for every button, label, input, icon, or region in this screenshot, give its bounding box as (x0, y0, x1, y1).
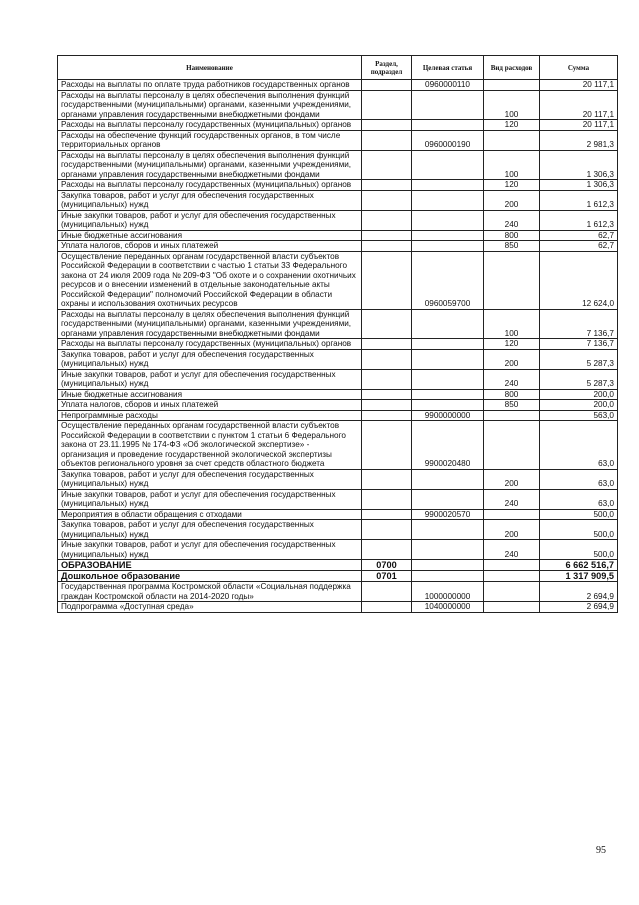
row-section (362, 389, 412, 400)
row-type: 800 (484, 389, 540, 400)
page-number: 95 (596, 845, 606, 856)
row-sum: 7 136,7 (540, 339, 618, 350)
row-type: 100 (484, 150, 540, 180)
row-type: 850 (484, 400, 540, 411)
row-section (362, 251, 412, 309)
row-target (412, 230, 484, 241)
row-section (362, 582, 412, 602)
row-sum: 2 694,9 (540, 602, 618, 613)
row-section (362, 520, 412, 540)
table-row (58, 90, 618, 120)
row-type: 240 (484, 210, 540, 230)
row-sum: 12 624,0 (540, 251, 618, 309)
row-name: Иные закупки товаров, работ и услуг для обеспечения государственных (муниципальных) нужд (58, 369, 362, 389)
row-target (412, 520, 484, 540)
header-section: Раздел, подраздел (362, 56, 412, 80)
table-row (58, 309, 618, 339)
row-target (412, 241, 484, 252)
row-target: 1040000000 (412, 602, 484, 613)
row-type (484, 582, 540, 602)
row-section (362, 309, 412, 339)
row-name: ОБРАЗОВАНИЕ (58, 560, 362, 571)
row-name: Закупка товаров, работ и услуг для обеспечения государственных (муниципальных) нужд (58, 469, 362, 489)
table-row (58, 349, 618, 369)
row-section (362, 150, 412, 180)
row-sum: 1 612,3 (540, 190, 618, 210)
row-type (484, 571, 540, 582)
row-sum: 1 306,3 (540, 150, 618, 180)
table-body (58, 80, 618, 613)
row-type (484, 251, 540, 309)
row-type: 800 (484, 230, 540, 241)
row-target (412, 150, 484, 180)
row-sum: 20 117,1 (540, 90, 618, 120)
table-row (58, 120, 618, 131)
row-target (412, 180, 484, 191)
row-section (362, 339, 412, 350)
row-target: 9900020480 (412, 421, 484, 470)
row-sum: 63,0 (540, 489, 618, 509)
row-sum: 200,0 (540, 400, 618, 411)
row-section: 0700 (362, 560, 412, 571)
table-header-row (58, 56, 618, 80)
row-name: Уплата налогов, сборов и иных платежей (58, 400, 362, 411)
row-target (412, 349, 484, 369)
row-name: Осуществление переданных органам государственной власти субъектов Российской Федерации в соответствии с частью 1 статьи 33 Федерального закона от 24 июля 2009 года № 209-ФЗ "Об охоте и о сохранении охотничьих ресурсов и о внесении изменений в отдельные законодательные акты Российской Федерации" полномочий Российской Федерации в области охраны и использования охотничьих ресурсов (58, 251, 362, 309)
row-section (362, 410, 412, 421)
table-row (58, 180, 618, 191)
row-type (484, 602, 540, 613)
row-name: Подпрограмма «Доступная среда» (58, 602, 362, 613)
header-target: Целевая статья (412, 56, 484, 80)
row-type: 200 (484, 349, 540, 369)
row-sum: 2 694,9 (540, 582, 618, 602)
row-section (362, 130, 412, 150)
row-type (484, 509, 540, 520)
table-row (58, 150, 618, 180)
row-type: 240 (484, 369, 540, 389)
row-section (362, 230, 412, 241)
row-name: Иные закупки товаров, работ и услуг для обеспечения государственных (муниципальных) нужд (58, 540, 362, 560)
row-target (412, 540, 484, 560)
row-type (484, 130, 540, 150)
row-section (362, 349, 412, 369)
row-name: Иные закупки товаров, работ и услуг для обеспечения государственных (муниципальных) нужд (58, 489, 362, 509)
row-name: Расходы на обеспечение функций государственных органов, в том числе территориальных органов (58, 130, 362, 150)
row-type: 120 (484, 180, 540, 191)
table-row (58, 560, 618, 571)
row-sum: 62,7 (540, 230, 618, 241)
row-section (362, 180, 412, 191)
row-section (362, 400, 412, 411)
row-name: Расходы на выплаты персоналу государственных (муниципальных) органов (58, 180, 362, 191)
row-target: 1000000000 (412, 582, 484, 602)
row-sum: 200,0 (540, 389, 618, 400)
row-sum: 62,7 (540, 241, 618, 252)
row-section (362, 489, 412, 509)
table-row (58, 80, 618, 91)
row-name: Расходы на выплаты персоналу в целях обеспечения выполнения функций государственными (муниципальными) органами, казенными учреждениями, органами управления государственными внебюджетными фондами (58, 150, 362, 180)
row-target (412, 90, 484, 120)
row-sum: 1 317 909,5 (540, 571, 618, 582)
row-section (362, 421, 412, 470)
row-type: 200 (484, 190, 540, 210)
row-section (362, 509, 412, 520)
row-sum: 5 287,3 (540, 349, 618, 369)
row-sum: 7 136,7 (540, 309, 618, 339)
row-target (412, 489, 484, 509)
budget-table (57, 55, 618, 613)
row-target (412, 120, 484, 131)
row-target (412, 339, 484, 350)
row-sum: 6 662 516,7 (540, 560, 618, 571)
row-name: Расходы на выплаты персоналу в целях обеспечения выполнения функций государственными (муниципальными) органами, казенными учреждениями, органами управления государственными внебюджетными фондами (58, 90, 362, 120)
table-row (58, 190, 618, 210)
table-row (58, 241, 618, 252)
table-row (58, 520, 618, 540)
table-row (58, 230, 618, 241)
table-row (58, 602, 618, 613)
table-row (58, 489, 618, 509)
row-sum: 1 306,3 (540, 180, 618, 191)
row-target (412, 389, 484, 400)
row-target: 9900020570 (412, 509, 484, 520)
row-type: 120 (484, 339, 540, 350)
table-row (58, 369, 618, 389)
row-section (362, 540, 412, 560)
row-name: Уплата налогов, сборов и иных платежей (58, 241, 362, 252)
row-name: Закупка товаров, работ и услуг для обеспечения государственных (муниципальных) нужд (58, 520, 362, 540)
row-target (412, 560, 484, 571)
row-type: 100 (484, 90, 540, 120)
row-name: Закупка товаров, работ и услуг для обеспечения государственных (муниципальных) нужд (58, 190, 362, 210)
row-sum: 63,0 (540, 421, 618, 470)
row-type (484, 560, 540, 571)
table-row (58, 571, 618, 582)
row-name: Иные бюджетные ассигнования (58, 389, 362, 400)
row-type: 100 (484, 309, 540, 339)
row-sum: 500,0 (540, 520, 618, 540)
header-type: Вид расходов (484, 56, 540, 80)
row-name: Расходы на выплаты персоналу государственных (муниципальных) органов (58, 120, 362, 131)
row-type: 200 (484, 520, 540, 540)
row-name: Иные закупки товаров, работ и услуг для обеспечения государственных (муниципальных) нужд (58, 210, 362, 230)
table-row (58, 389, 618, 400)
row-section (362, 210, 412, 230)
row-target: 0960000110 (412, 80, 484, 91)
row-target (412, 400, 484, 411)
row-name: Мероприятия в области обращения с отходами (58, 509, 362, 520)
row-name: Дошкольное образование (58, 571, 362, 582)
row-type: 240 (484, 540, 540, 560)
table-row (58, 400, 618, 411)
row-type (484, 410, 540, 421)
row-sum: 20 117,1 (540, 120, 618, 131)
row-name: Расходы на выплаты персоналу в целях обеспечения выполнения функций государственными (муниципальными) органами, казенными учреждениями, органами управления государственными внебюджетными фондами (58, 309, 362, 339)
table-row (58, 210, 618, 230)
row-sum: 2 981,3 (540, 130, 618, 150)
row-section (362, 602, 412, 613)
table-row (58, 540, 618, 560)
header-name: Наименование (58, 56, 362, 80)
row-target (412, 210, 484, 230)
row-type: 240 (484, 489, 540, 509)
row-type (484, 421, 540, 470)
row-name: Закупка товаров, работ и услуг для обеспечения государственных (муниципальных) нужд (58, 349, 362, 369)
row-target (412, 369, 484, 389)
table-row (58, 582, 618, 602)
row-type: 120 (484, 120, 540, 131)
row-name: Осуществление переданных органам государственной власти субъектов Российской Федерации в соответствии с пунктом 1 статьи 6 Федерального закона от 23.11.1995 № 174-ФЗ «Об экологической экспертизе» - организация и проведение государственной экологической экспертизы объектов регионального уровня за счет средств областного бюджета (58, 421, 362, 470)
row-section (362, 369, 412, 389)
table-row (58, 339, 618, 350)
row-section (362, 241, 412, 252)
table-row (58, 251, 618, 309)
table-row (58, 469, 618, 489)
row-sum: 1 612,3 (540, 210, 618, 230)
row-name: Государственная программа Костромской области «Социальная поддержка граждан Костромской области на 2014-2020 годы» (58, 582, 362, 602)
row-sum: 500,0 (540, 509, 618, 520)
row-sum: 63,0 (540, 469, 618, 489)
row-target (412, 190, 484, 210)
row-name: Иные бюджетные ассигнования (58, 230, 362, 241)
row-name: Расходы на выплаты по оплате труда работников государственных органов (58, 80, 362, 91)
table-row (58, 410, 618, 421)
row-sum: 5 287,3 (540, 369, 618, 389)
row-target: 9900000000 (412, 410, 484, 421)
row-type: 850 (484, 241, 540, 252)
row-section (362, 90, 412, 120)
row-section (362, 120, 412, 131)
row-section (362, 469, 412, 489)
row-target: 0960000190 (412, 130, 484, 150)
row-name: Непрограммные расходы (58, 410, 362, 421)
row-type: 200 (484, 469, 540, 489)
row-section: 0701 (362, 571, 412, 582)
row-sum: 500,0 (540, 540, 618, 560)
row-target (412, 469, 484, 489)
row-target: 0960059700 (412, 251, 484, 309)
row-sum: 563,0 (540, 410, 618, 421)
row-target (412, 309, 484, 339)
row-target (412, 571, 484, 582)
row-type (484, 80, 540, 91)
row-name: Расходы на выплаты персоналу государственных (муниципальных) органов (58, 339, 362, 350)
header-sum: Сумма (540, 56, 618, 80)
row-section (362, 190, 412, 210)
row-section (362, 80, 412, 91)
row-sum: 20 117,1 (540, 80, 618, 91)
table-row (58, 421, 618, 470)
table-row (58, 130, 618, 150)
table-row (58, 509, 618, 520)
